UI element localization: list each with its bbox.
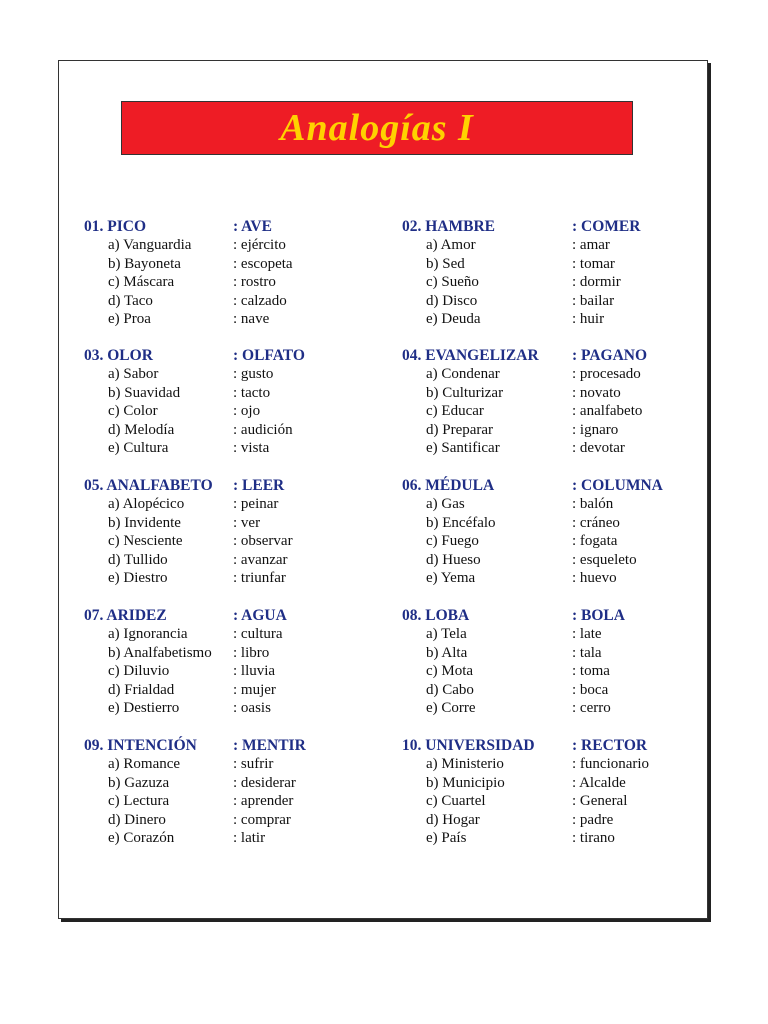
option-row <box>402 551 702 570</box>
question-pair: : PAGANO <box>572 347 648 364</box>
option-label: c) Mota <box>426 663 474 680</box>
option-row <box>84 532 384 551</box>
option-row <box>84 792 384 811</box>
question-pair: : BOLA <box>572 607 625 624</box>
option-answer: : peinar <box>233 496 279 512</box>
option-label: b) Alta <box>426 644 468 661</box>
option-label: c) Color <box>108 403 158 420</box>
option-row <box>84 755 384 774</box>
option-answer: : aprender <box>233 793 294 810</box>
option-answer: : ver <box>233 514 261 531</box>
option-row <box>402 792 702 811</box>
option-answer: : amar <box>572 237 610 253</box>
option-row <box>402 384 702 403</box>
option-answer: : fogata <box>572 533 618 550</box>
question-01 <box>84 217 384 329</box>
option-answer: : latir <box>233 830 266 847</box>
option-row <box>402 644 702 663</box>
option-answer: : avanzar <box>233 551 288 568</box>
question-pair: : COLUMNA <box>572 477 663 494</box>
option-label: d) Disco <box>426 292 478 309</box>
question-word: MÉDULA <box>425 477 495 494</box>
option-row <box>84 236 384 255</box>
option-label: c) Lectura <box>108 793 170 810</box>
option-answer: : toma <box>572 663 610 680</box>
question-header <box>402 476 702 495</box>
option-label: d) Taco <box>108 292 153 309</box>
option-answer: : analfabeto <box>572 403 643 420</box>
option-row <box>402 625 702 644</box>
option-label: d) Preparar <box>426 421 494 438</box>
option-answer: : devotar <box>572 440 625 457</box>
question-05 <box>84 476 384 588</box>
option-label: a) Alopécico <box>108 496 185 512</box>
option-label: a) Ministerio <box>426 756 504 772</box>
option-label: a) Vanguardia <box>108 237 192 253</box>
option-row <box>84 273 384 292</box>
question-10 <box>402 736 702 848</box>
option-answer: : rostro <box>233 274 276 291</box>
question-word: ARIDEZ <box>106 607 167 624</box>
option-row <box>402 514 702 533</box>
worksheet-page <box>58 60 708 919</box>
option-label: d) Tullido <box>108 551 168 568</box>
question-header <box>402 606 702 625</box>
option-label: d) Dinero <box>108 811 166 828</box>
option-row <box>402 236 702 255</box>
option-answer: : esqueleto <box>572 551 637 568</box>
option-answer: : funcionario <box>572 756 650 772</box>
option-label: b) Invidente <box>108 514 181 531</box>
question-06 <box>402 476 702 588</box>
option-label: e) Santificar <box>426 440 500 457</box>
option-answer: : cerro <box>572 700 611 717</box>
option-row <box>84 569 384 588</box>
option-answer: : mujer <box>233 681 276 698</box>
option-answer: : huevo <box>572 570 617 587</box>
question-word: OLOR <box>107 347 153 364</box>
option-row <box>402 365 702 384</box>
question-pair: : AGUA <box>233 607 287 624</box>
question-word: PICO <box>107 218 146 235</box>
option-row <box>402 681 702 700</box>
question-pair: : RECTOR <box>572 737 648 754</box>
option-row <box>84 681 384 700</box>
question-word: HAMBRE <box>425 218 495 235</box>
option-row <box>84 365 384 384</box>
option-row <box>84 310 384 329</box>
option-answer: : gusto <box>233 366 274 382</box>
question-header <box>402 736 702 755</box>
question-header <box>402 217 702 236</box>
option-answer: : vista <box>233 440 270 457</box>
question-header <box>84 476 384 495</box>
option-row <box>402 495 702 514</box>
option-label: e) Diestro <box>108 570 168 587</box>
option-row <box>84 625 384 644</box>
option-answer: : lluvia <box>233 663 276 680</box>
title-banner <box>121 101 633 155</box>
option-answer: : tacto <box>233 384 271 401</box>
question-number: 09. <box>84 737 104 754</box>
option-row <box>84 829 384 848</box>
question-pair: : OLFATO <box>233 347 305 364</box>
question-03 <box>84 346 384 458</box>
option-label: d) Melodía <box>108 421 175 438</box>
question-07 <box>84 606 384 718</box>
question-header <box>402 346 702 365</box>
option-row <box>402 699 702 718</box>
option-answer: : tirano <box>572 830 615 847</box>
question-word: UNIVERSIDAD <box>425 737 535 754</box>
option-row <box>402 439 702 458</box>
question-number: 02. <box>402 218 422 235</box>
question-word: ANALFABETO <box>106 477 213 494</box>
option-answer: : boca <box>572 681 609 698</box>
question-number: 04. <box>402 347 422 364</box>
option-row <box>84 644 384 663</box>
question-number: 10. <box>402 737 422 754</box>
question-number: 08. <box>402 607 422 624</box>
option-answer: : comprar <box>233 811 291 828</box>
option-label: c) Sueño <box>426 274 479 291</box>
option-row <box>402 292 702 311</box>
option-label: d) Frialdad <box>108 681 175 698</box>
option-label: e) Deuda <box>426 311 481 328</box>
question-number: 01. <box>84 218 104 235</box>
option-label: e) Corre <box>426 700 476 717</box>
option-answer: : tomar <box>572 255 615 272</box>
option-answer: : oasis <box>233 700 271 717</box>
option-answer: : General <box>572 793 628 810</box>
question-header <box>84 346 384 365</box>
option-answer: : Alcalde <box>572 774 626 791</box>
option-label: e) Destierro <box>108 700 180 717</box>
option-label: c) Fuego <box>426 533 479 550</box>
option-answer: : libro <box>233 644 270 661</box>
option-answer: : tala <box>572 644 602 661</box>
option-answer: : novato <box>572 384 621 401</box>
option-answer: : bailar <box>572 292 615 309</box>
option-row <box>84 514 384 533</box>
option-label: b) Encéfalo <box>426 514 496 531</box>
option-label: b) Sed <box>426 255 465 272</box>
option-row <box>84 384 384 403</box>
option-row <box>402 774 702 793</box>
option-row <box>84 662 384 681</box>
option-answer: : escopeta <box>233 255 293 272</box>
option-label: c) Cuartel <box>426 793 486 810</box>
option-answer: : padre <box>572 811 614 828</box>
option-label: b) Bayoneta <box>108 255 181 272</box>
option-answer: : desiderar <box>233 774 296 791</box>
option-row <box>84 439 384 458</box>
option-label: a) Condenar <box>426 366 500 382</box>
option-row <box>84 402 384 421</box>
question-09 <box>84 736 384 848</box>
question-word: EVANGELIZAR <box>425 347 539 364</box>
option-row <box>84 421 384 440</box>
option-label: e) Cultura <box>108 440 169 457</box>
option-answer: : huir <box>572 311 605 328</box>
option-row <box>84 495 384 514</box>
option-label: a) Tela <box>426 626 467 642</box>
question-header <box>84 217 384 236</box>
option-answer: : cráneo <box>572 514 620 531</box>
question-word: INTENCIÓN <box>107 737 197 754</box>
option-answer: : cultura <box>233 626 283 642</box>
question-pair: : MENTIR <box>233 737 306 754</box>
option-label: e) País <box>426 830 467 847</box>
option-row <box>84 811 384 830</box>
option-row <box>402 273 702 292</box>
option-label: b) Gazuza <box>108 774 170 791</box>
question-04 <box>402 346 702 458</box>
page-title: Analogías I <box>280 107 474 149</box>
option-answer: : procesado <box>572 366 641 382</box>
option-row <box>84 774 384 793</box>
option-answer: : calzado <box>233 292 287 309</box>
option-label: c) Diluvio <box>108 663 170 680</box>
option-label: b) Culturizar <box>426 384 504 401</box>
option-answer: : nave <box>233 311 270 328</box>
option-row <box>402 755 702 774</box>
option-answer: : ejército <box>233 237 286 253</box>
option-row <box>402 402 702 421</box>
question-header <box>84 606 384 625</box>
option-label: a) Ignorancia <box>108 626 188 642</box>
option-row <box>402 569 702 588</box>
option-label: d) Hueso <box>426 551 481 568</box>
question-pair: : LEER <box>233 477 285 494</box>
question-number: 03. <box>84 347 104 364</box>
option-answer: : dormir <box>572 274 621 291</box>
option-label: b) Municipio <box>426 774 505 791</box>
question-number: 05. <box>84 477 104 494</box>
question-02 <box>402 217 702 329</box>
option-answer: : balón <box>572 496 614 512</box>
question-header <box>84 736 384 755</box>
option-row <box>402 811 702 830</box>
option-answer: : sufrir <box>233 756 274 772</box>
option-label: e) Proa <box>108 311 151 328</box>
option-row <box>402 829 702 848</box>
option-answer: : ignaro <box>572 421 619 438</box>
option-label: d) Hogar <box>426 811 480 828</box>
option-row <box>402 255 702 274</box>
option-answer: : observar <box>233 533 293 550</box>
option-label: a) Sabor <box>108 366 159 382</box>
question-pair: : AVE <box>233 218 272 235</box>
option-label: b) Suavidad <box>108 384 181 401</box>
option-row <box>84 551 384 570</box>
option-row <box>84 699 384 718</box>
option-answer: : audición <box>233 421 293 438</box>
question-08 <box>402 606 702 718</box>
option-label: b) Analfabetismo <box>108 644 212 661</box>
option-label: e) Corazón <box>108 830 175 847</box>
option-label: e) Yema <box>426 570 476 587</box>
option-answer: : late <box>572 626 602 642</box>
option-row <box>84 255 384 274</box>
option-row <box>402 421 702 440</box>
option-row <box>402 662 702 681</box>
option-label: a) Amor <box>426 237 476 253</box>
question-pair: : COMER <box>572 218 641 235</box>
option-label: c) Máscara <box>108 274 175 291</box>
option-label: a) Gas <box>426 496 465 512</box>
option-answer: : triunfar <box>233 570 286 587</box>
option-label: a) Romance <box>108 756 181 772</box>
question-word: LOBA <box>425 607 470 624</box>
question-number: 07. <box>84 607 104 624</box>
option-row <box>402 532 702 551</box>
question-number: 06. <box>402 477 422 494</box>
option-label: c) Nesciente <box>108 533 183 550</box>
option-label: c) Educar <box>426 403 484 420</box>
option-label: d) Cabo <box>426 681 474 698</box>
option-row <box>402 310 702 329</box>
option-answer: : ojo <box>233 403 261 420</box>
option-row <box>84 292 384 311</box>
